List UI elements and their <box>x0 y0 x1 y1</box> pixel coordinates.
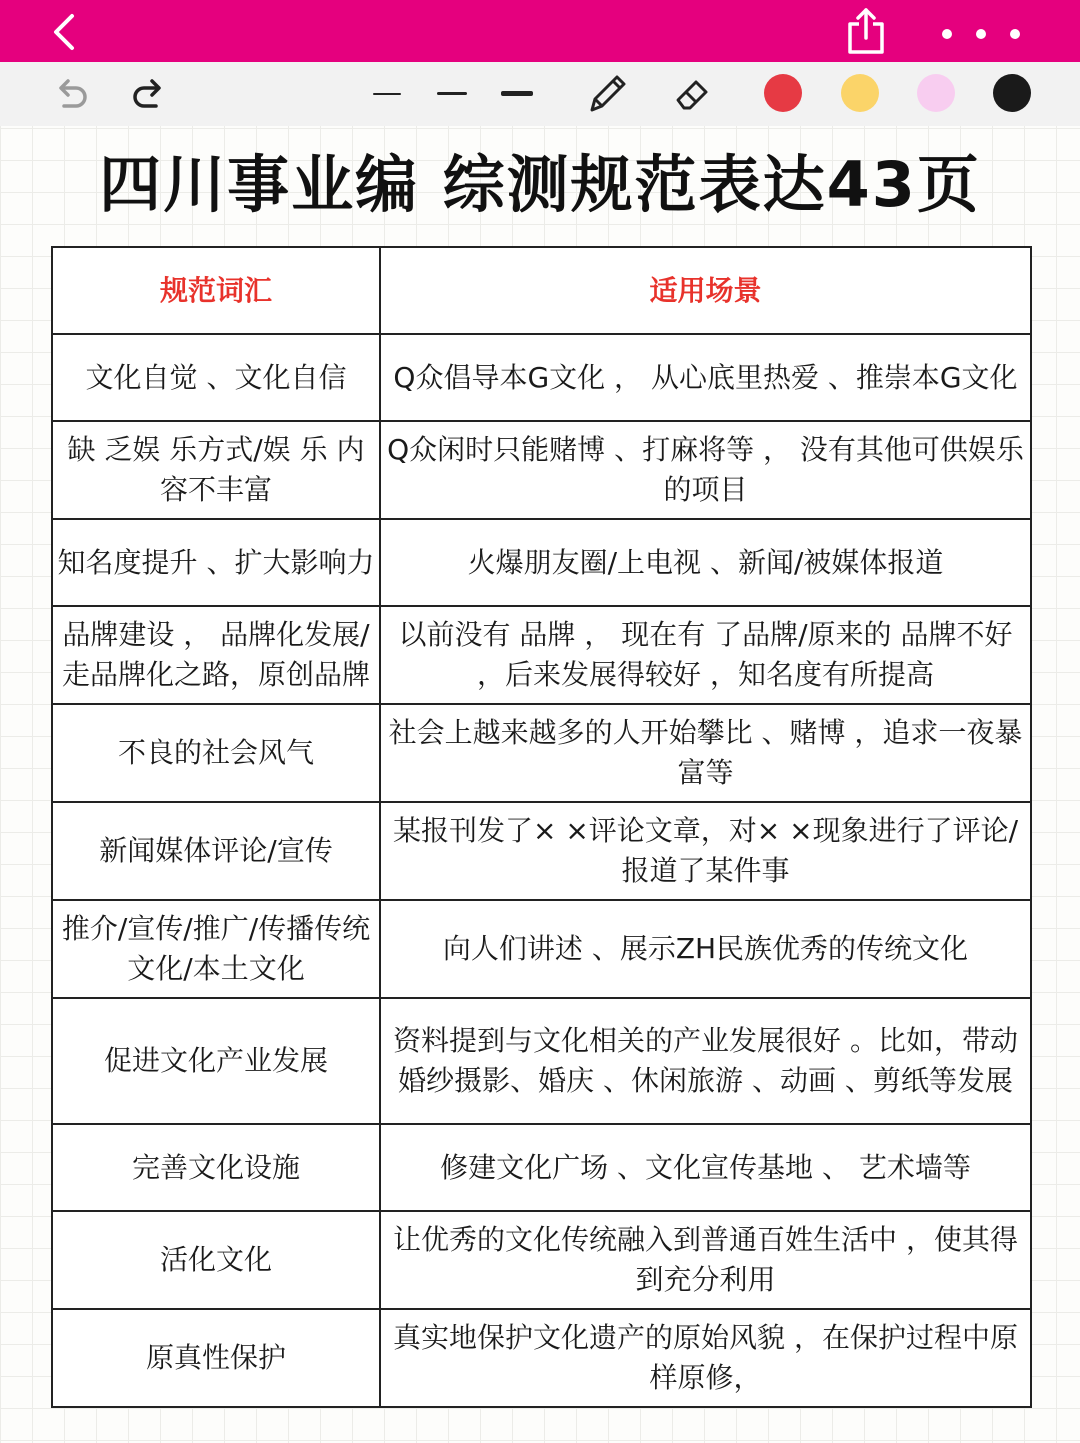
table-row <box>52 1309 1031 1407</box>
back-chevron-icon[interactable] <box>44 12 84 52</box>
term-cell: 不良的社会风气 <box>52 704 380 802</box>
table-row <box>52 900 1031 998</box>
color-swatch-pink[interactable] <box>917 74 955 112</box>
thin-stroke-icon[interactable] <box>370 82 404 106</box>
eraser-icon[interactable] <box>668 70 716 118</box>
scene-cell: 资料提到与文化相关的产业发展很好 。比如，带动婚纱摄影、婚庆 、休闲旅游 、动画 、剪纸等发展 <box>380 998 1031 1124</box>
scene-cell: 让优秀的文化传统融入到普通百姓生活中 ，使其得到充分利用 <box>380 1211 1031 1309</box>
undo-icon[interactable] <box>52 76 90 112</box>
thick-stroke-icon[interactable] <box>498 82 536 106</box>
header-scene: 适用场景 <box>380 247 1031 334</box>
table-row <box>52 519 1031 606</box>
color-swatch-black[interactable] <box>993 74 1031 112</box>
header-term: 规范词汇 <box>52 247 380 334</box>
color-swatch-red[interactable] <box>764 74 802 112</box>
scene-cell: Q众倡导本G文化 ， 从心底里热爱 、推崇本G文化 <box>380 334 1031 421</box>
term-cell: 缺 乏娱 乐方式/娱 乐 内容不丰富 <box>52 421 380 519</box>
table-row <box>52 998 1031 1124</box>
share-icon[interactable] <box>842 6 890 56</box>
redo-icon[interactable] <box>130 76 168 112</box>
expression-table <box>51 246 1032 1408</box>
scene-cell: 某报刊发了× ×评论文章，对× ×现象进行了评论/报道了某件事 <box>380 802 1031 900</box>
scene-cell: 火爆朋友圈/上电视 、新闻/被媒体报道 <box>380 519 1031 606</box>
scene-cell: Q众闲时只能赌博 、打麻将等 ， 没有其他可供娱乐的项目 <box>380 421 1031 519</box>
term-cell: 文化自觉 、文化自信 <box>52 334 380 421</box>
scene-cell: 向人们讲述 、展示ZH民族优秀的传统文化 <box>380 900 1031 998</box>
pencil-icon[interactable] <box>584 70 630 118</box>
term-cell: 品牌建设 ， 品牌化发展/走品牌化之路，原创品牌 <box>52 606 380 704</box>
term-cell: 知名度提升 、扩大影响力 <box>52 519 380 606</box>
medium-stroke-icon[interactable] <box>434 82 470 106</box>
term-cell: 新闻媒体评论/宣传 <box>52 802 380 900</box>
table-row <box>52 1211 1031 1309</box>
scene-cell: 修建文化广场 、文化宣传基地 、 艺术墙等 <box>380 1124 1031 1211</box>
term-cell: 推介/宣传/推广/传播传统文化/本土文化 <box>52 900 380 998</box>
term-cell: 原真性保护 <box>52 1309 380 1407</box>
top-bar <box>0 0 1080 62</box>
table-row <box>52 704 1031 802</box>
term-cell: 活化文化 <box>52 1211 380 1309</box>
table-row <box>52 421 1031 519</box>
scene-cell: 真实地保护文化遗产的原始风貌 ，在保护过程中原样原修， <box>380 1309 1031 1407</box>
page-title: 四川事业编 综测规范表达43页 <box>99 148 981 221</box>
term-cell: 促进文化产业发展 <box>52 998 380 1124</box>
scene-cell: 社会上越来越多的人开始攀比 、赌博 ，追求一夜暴富等 <box>380 704 1031 802</box>
table-header-row <box>52 247 1031 334</box>
color-swatch-yellow[interactable] <box>841 74 879 112</box>
scene-cell: 以前没有 品牌 ， 现在有 了品牌/原来的 品牌不好 ，后来发展得较好 ，知名度有所提高 <box>380 606 1031 704</box>
drawing-toolbar <box>0 62 1080 126</box>
more-options-icon[interactable] <box>930 14 1030 50</box>
term-cell: 完善文化设施 <box>52 1124 380 1211</box>
table-row <box>52 606 1031 704</box>
table-row <box>52 802 1031 900</box>
table-row <box>52 334 1031 421</box>
table-row <box>52 1124 1031 1211</box>
